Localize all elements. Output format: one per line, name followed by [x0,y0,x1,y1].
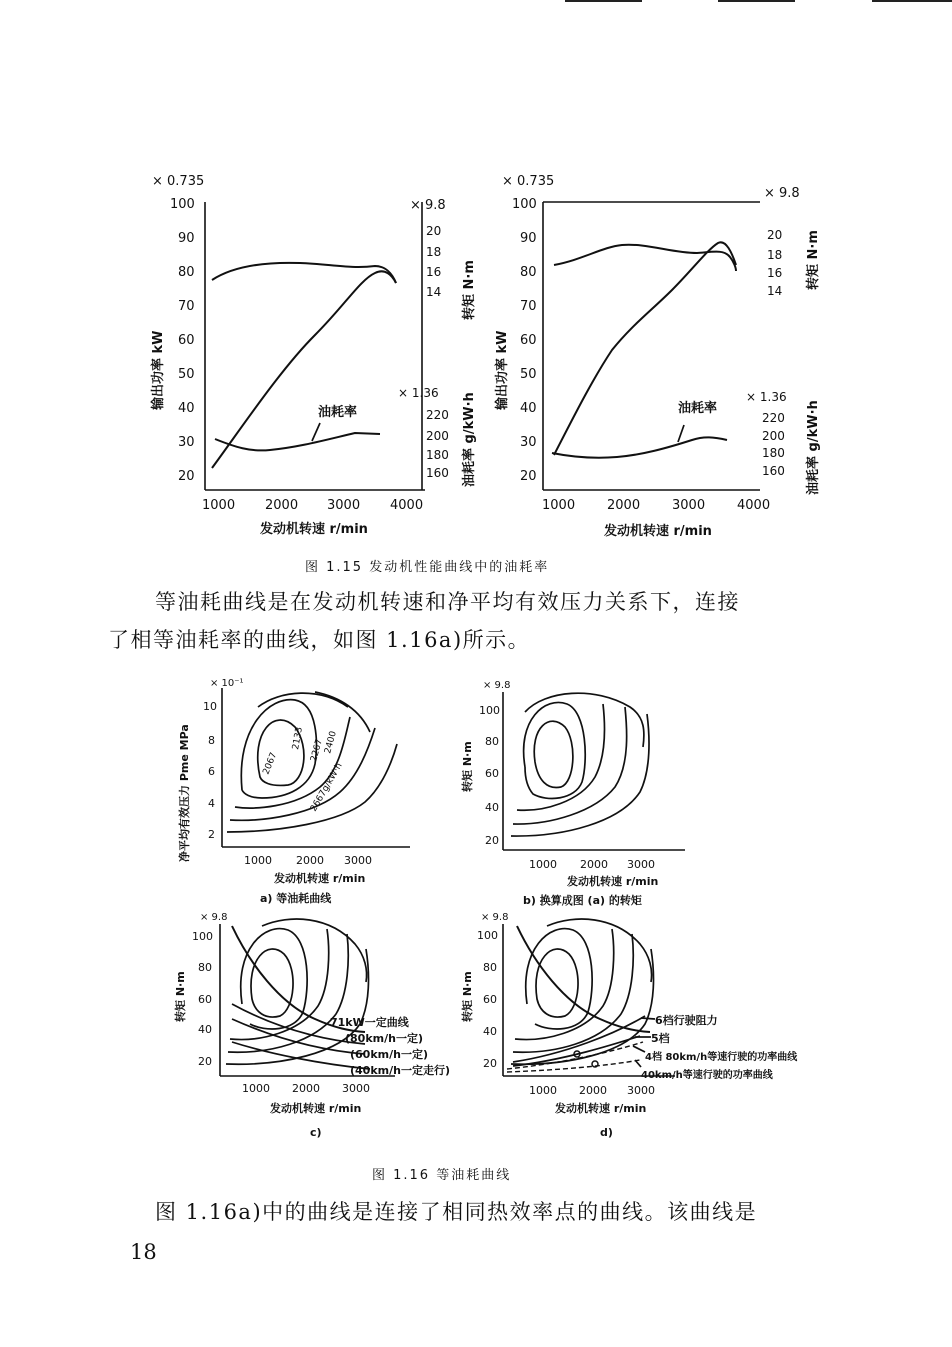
svg-text:5档: 5档 [651,1032,670,1045]
x-axis-label: 发动机转速 r/min [604,524,712,539]
svg-text:4档 80km/h等速行驶的功率曲线: 4档 80km/h等速行驶的功率曲线 [645,1052,798,1063]
svg-text:60: 60 [483,993,497,1006]
torque-curve [554,245,736,271]
svg-text:70: 70 [520,299,537,314]
y-axis-label: 净平均有效压力 Pme MPa [178,724,191,862]
fig116d-chart [455,904,895,1144]
svg-text:100: 100 [192,930,213,943]
svg-text:16: 16 [426,265,442,279]
svg-text:40km/h等速行驶的功率曲线: 40km/h等速行驶的功率曲线 [641,1070,773,1081]
fuel-axis-label: 油耗率 g/kW·h [806,400,821,495]
svg-text:60: 60 [520,333,537,348]
svg-text:30: 30 [178,435,195,450]
fuel-ticks [426,408,449,480]
scale-label: × 9.8 [483,680,511,691]
svg-text:8: 8 [208,734,215,747]
sub-caption: b) 换算成图 (a) 的转矩 [523,894,642,907]
svg-text:3000: 3000 [327,498,361,513]
svg-text:(40km/h一定走行): (40km/h一定走行) [350,1064,450,1077]
y-ticks [203,700,217,841]
svg-text:2133: 2133 [291,726,305,751]
svg-text:30: 30 [520,435,537,450]
x-ticks [529,1084,655,1097]
paragraph1-line1: 等油耗曲线是在发动机转速和净平均有效压力关系下，连接 [155,590,740,614]
scale-label: × 9.8 [481,912,509,923]
svg-text:1000: 1000 [244,854,272,867]
svg-text:70: 70 [178,299,195,314]
svg-text:220: 220 [426,408,449,422]
y-ticks [477,929,498,1070]
svg-text:1000: 1000 [202,498,236,513]
svg-text:90: 90 [178,231,195,246]
svg-text:100: 100 [170,197,195,212]
svg-text:40: 40 [198,1023,212,1036]
svg-text:2: 2 [208,828,215,841]
power-scale: × 0.735 [152,174,205,189]
paragraph2: 图 1.16a)中的曲线是连接了相同热效率点的曲线。该曲线是 [155,1200,758,1224]
top-rule-2 [718,0,795,2]
torque-ticks [426,224,441,299]
y-ticks [479,704,500,847]
svg-text:2400: 2400 [323,730,339,755]
fuel-curve [552,437,727,457]
svg-text:14: 14 [426,285,442,299]
y-ticks [170,197,195,484]
sub-caption: a) 等油耗曲线 [260,892,332,905]
x-ticks [244,854,372,867]
fig116-caption: 图 1.16 等油耗曲线 [372,1168,512,1183]
page-number: 18 [130,1240,157,1264]
svg-text:10: 10 [203,700,217,713]
svg-text:160: 160 [762,464,785,478]
svg-text:18: 18 [767,248,783,262]
fuel-callout: 油耗率 [678,401,718,416]
fig116c-chart [170,904,490,1144]
svg-text:(60km/h一定): (60km/h一定) [350,1048,428,1061]
svg-text:2000: 2000 [292,1082,320,1095]
y-axis-label: 输出功率 kW [495,330,510,410]
svg-text:50: 50 [520,367,537,382]
svg-text:6: 6 [208,765,215,778]
svg-text:20: 20 [767,228,783,242]
sub-caption: c) [310,1126,322,1139]
torque-axis-label: 转矩 N·m [806,230,821,290]
svg-text:60: 60 [178,333,195,348]
svg-text:220: 220 [762,411,785,425]
svg-text:71kW一定曲线: 71kW一定曲线 [330,1016,409,1029]
torque-contours [511,693,649,836]
svg-text:3000: 3000 [342,1082,370,1095]
fuel-scale: × 1.36 [398,386,439,400]
svg-text:1000: 1000 [529,1084,557,1097]
svg-text:100: 100 [512,197,537,212]
x-ticks [542,498,770,513]
svg-text:60: 60 [485,767,499,780]
svg-text:60: 60 [198,993,212,1006]
svg-text:200: 200 [762,429,785,443]
svg-text:40: 40 [485,801,499,814]
torque-axis-label: 转矩 N·m [462,260,477,320]
svg-text:20: 20 [485,834,499,847]
scale-label: × 9.8 [200,912,228,923]
fuel-scale: × 1.36 [746,390,787,404]
svg-text:3000: 3000 [672,498,706,513]
sub-caption: d) [600,1126,613,1139]
svg-text:1000: 1000 [542,498,576,513]
x-ticks [202,498,423,513]
svg-text:3000: 3000 [627,858,655,871]
torque-curve [212,263,396,283]
svg-text:100: 100 [479,704,500,717]
svg-text:40: 40 [520,401,537,416]
svg-text:100: 100 [477,929,498,942]
svg-text:20: 20 [426,224,442,238]
y-axis-label: 转矩 N·m [174,971,187,1022]
fuel-callout: 油耗率 [318,405,358,420]
svg-text:14: 14 [767,284,783,298]
svg-text:80: 80 [485,735,499,748]
svg-text:1000: 1000 [529,858,557,871]
fig115-right-chart [492,165,832,545]
svg-text:2000: 2000 [296,854,324,867]
svg-text:50: 50 [178,367,195,382]
svg-text:1000: 1000 [242,1082,270,1095]
fig115-left-chart [140,165,477,545]
svg-text:2267: 2267 [309,738,325,763]
svg-text:180: 180 [426,448,449,462]
svg-text:2000: 2000 [579,1084,607,1097]
paragraph1-line2: 了相等油耗率的曲线，如图 1.16a)所示。 [108,628,531,652]
svg-text:20: 20 [520,469,537,484]
svg-text:40: 40 [483,1025,497,1038]
x-axis-label: 发动机转速 r/min [274,872,366,885]
x-axis-label: 发动机转速 r/min [260,522,368,537]
svg-text:2067: 2067 [261,751,280,777]
top-rule-3 [872,0,952,2]
svg-text:40: 40 [178,401,195,416]
y-axis-label: 转矩 N·m [461,971,474,1022]
x-axis-label: 发动机转速 r/min [270,1102,362,1115]
contour-labels [262,726,345,813]
fig116a-chart [170,672,450,907]
y-axis-label: 转矩 N·m [461,741,474,792]
svg-text:2000: 2000 [265,498,299,513]
power-curve [212,271,396,468]
svg-text:2000: 2000 [580,858,608,871]
svg-text:4000: 4000 [737,498,771,513]
y-ticks [192,930,213,1068]
x-axis-label: 发动机转速 r/min [555,1102,647,1115]
fig115-caption: 图 1.15 发动机性能曲线中的油耗率 [305,560,550,575]
power-scale: × 0.735 [502,174,555,189]
svg-text:180: 180 [762,446,785,460]
fuel-ticks [762,411,785,478]
svg-text:4: 4 [208,797,215,810]
svg-text:6档行驶阻力: 6档行驶阻力 [655,1014,718,1027]
svg-text:2000: 2000 [607,498,641,513]
top-rule-1 [565,0,642,2]
svg-text:20: 20 [198,1055,212,1068]
svg-text:160: 160 [426,466,449,480]
callout-leader [312,423,320,441]
torque-scale: × 9.8 [764,186,800,201]
y-axis-label: 输出功率 kW [151,330,166,410]
fuel-curve [215,433,380,450]
svg-text:3000: 3000 [627,1084,655,1097]
x-axis-label: 发动机转速 r/min [567,875,659,888]
svg-text:(80km/h一定): (80km/h一定) [345,1032,423,1045]
torque-scale: × 9.8 [410,198,446,213]
svg-text:20: 20 [483,1057,497,1070]
annotations [641,1013,798,1081]
svg-text:20: 20 [178,469,195,484]
iso-fuel-contours [511,919,653,1064]
svg-text:80: 80 [520,265,537,280]
power-curve [554,242,736,455]
x-ticks [242,1082,370,1095]
fig116b-chart [455,672,715,912]
svg-text:80: 80 [483,961,497,974]
svg-text:80: 80 [198,961,212,974]
svg-text:2667g/kW·h: 2667g/kW·h [308,761,345,814]
svg-text:200: 200 [426,429,449,443]
fuel-axis-label: 油耗率 g/kW·h [462,392,477,487]
svg-text:3000: 3000 [344,854,372,867]
svg-text:90: 90 [520,231,537,246]
svg-text:16: 16 [767,266,783,280]
svg-text:80: 80 [178,265,195,280]
x-ticks [529,858,655,871]
torque-ticks [767,228,782,298]
svg-text:4000: 4000 [390,498,424,513]
scale-label: × 10⁻¹ [210,678,244,689]
y-ticks [512,197,537,484]
callout-leader [678,425,684,442]
annotations [330,1015,450,1077]
svg-text:18: 18 [426,245,442,259]
